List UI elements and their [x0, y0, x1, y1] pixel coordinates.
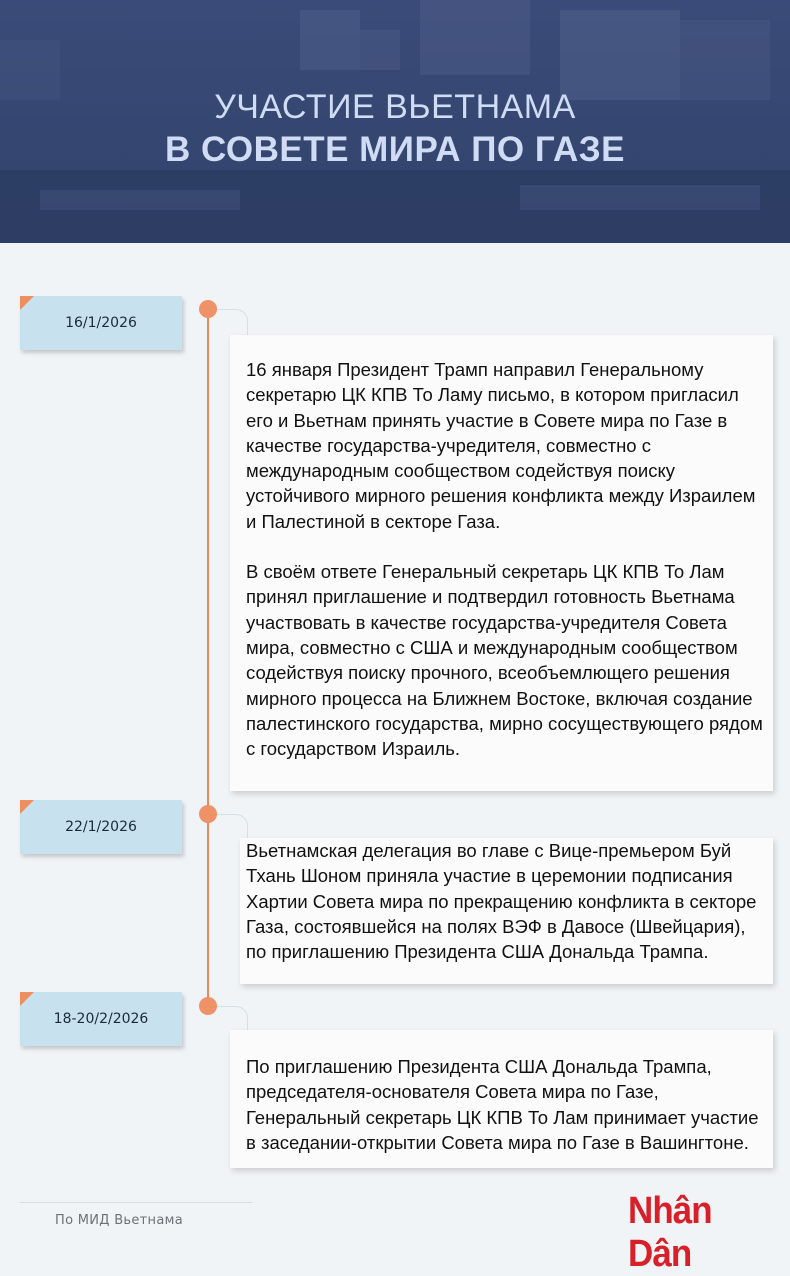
event-text: По приглашению Президента США Дональда Трампа, председателя-основателя Совета мира по Газе, Генеральный секретарь ЦК КПВ То Лам принимает участие в заседании-открытии Совета мира по Газе в Вашингтоне. — [246, 1056, 759, 1153]
timeline-dot-3 — [199, 997, 217, 1015]
event-text: В своём ответе Генеральный секретарь ЦК КПВ То Лам принял приглашение и подтвердил готовность Вьетнама участвовать в качестве государства-учредителя Совета мира, совместно с США и международным сообществом содействуя поиску прочного, всеобъемлющего решения мирного процесса на Ближнем Востоке, включая создание палестинского государства, мирно сосуществующего рядом с государством Израиль. — [246, 561, 763, 760]
event-card-2 — [240, 838, 773, 984]
date-box-1 — [20, 296, 182, 350]
corner-accent-icon — [20, 800, 34, 814]
date-box-2 — [20, 800, 182, 854]
title-line-2: В СОВЕТЕ МИРА ПО ГАЗЕ — [164, 130, 626, 169]
source-note: По МИД Вьетнама — [55, 1213, 183, 1228]
timeline-dot-2 — [199, 805, 217, 823]
timeline-axis — [207, 309, 209, 1009]
footer-divider — [20, 1202, 252, 1203]
header-banner — [0, 0, 790, 243]
date-box-3 — [20, 992, 182, 1046]
corner-accent-icon — [20, 296, 34, 310]
connector-1 — [217, 309, 248, 336]
date-label: 22/1/2026 — [65, 819, 137, 835]
corner-accent-icon — [20, 992, 34, 1006]
event-text: 16 января Президент Трамп направил Генеральному секретарю ЦК КПВ То Ламу письмо, в котором пригласил его и Вьетнам принять участие в Совете мира по Газе в качестве государства-учредителя, совместно с международным сообществом содействуя поиску устойчивого мирного решения конфликта между Израилем и Палестиной в секторе Газа. — [246, 359, 756, 532]
date-label: 16/1/2026 — [65, 315, 137, 331]
event-text: Вьетнамская делегация во главе с Вице-премьером Буй Тхань Шоном приняла участие в церемонии подписания Хартии Совета мира по прекращению конфликта в секторе Газа, состоявшейся на полях ВЭФ в Давосе (Швейцария), по приглашению Президента США Дональда Трампа. — [246, 840, 757, 963]
connector-3 — [217, 1006, 248, 1031]
title-line-1: УЧАСТИЕ ВЬЕТНАМА — [214, 88, 576, 126]
timeline-dot-1 — [199, 300, 217, 318]
connector-2 — [217, 814, 248, 839]
event-card-3 — [230, 1030, 773, 1168]
date-label: 18-20/2/2026 — [53, 1011, 149, 1027]
event-card-1 — [230, 335, 773, 791]
nhan-dan-logo: Nhân Dân — [628, 1190, 712, 1275]
